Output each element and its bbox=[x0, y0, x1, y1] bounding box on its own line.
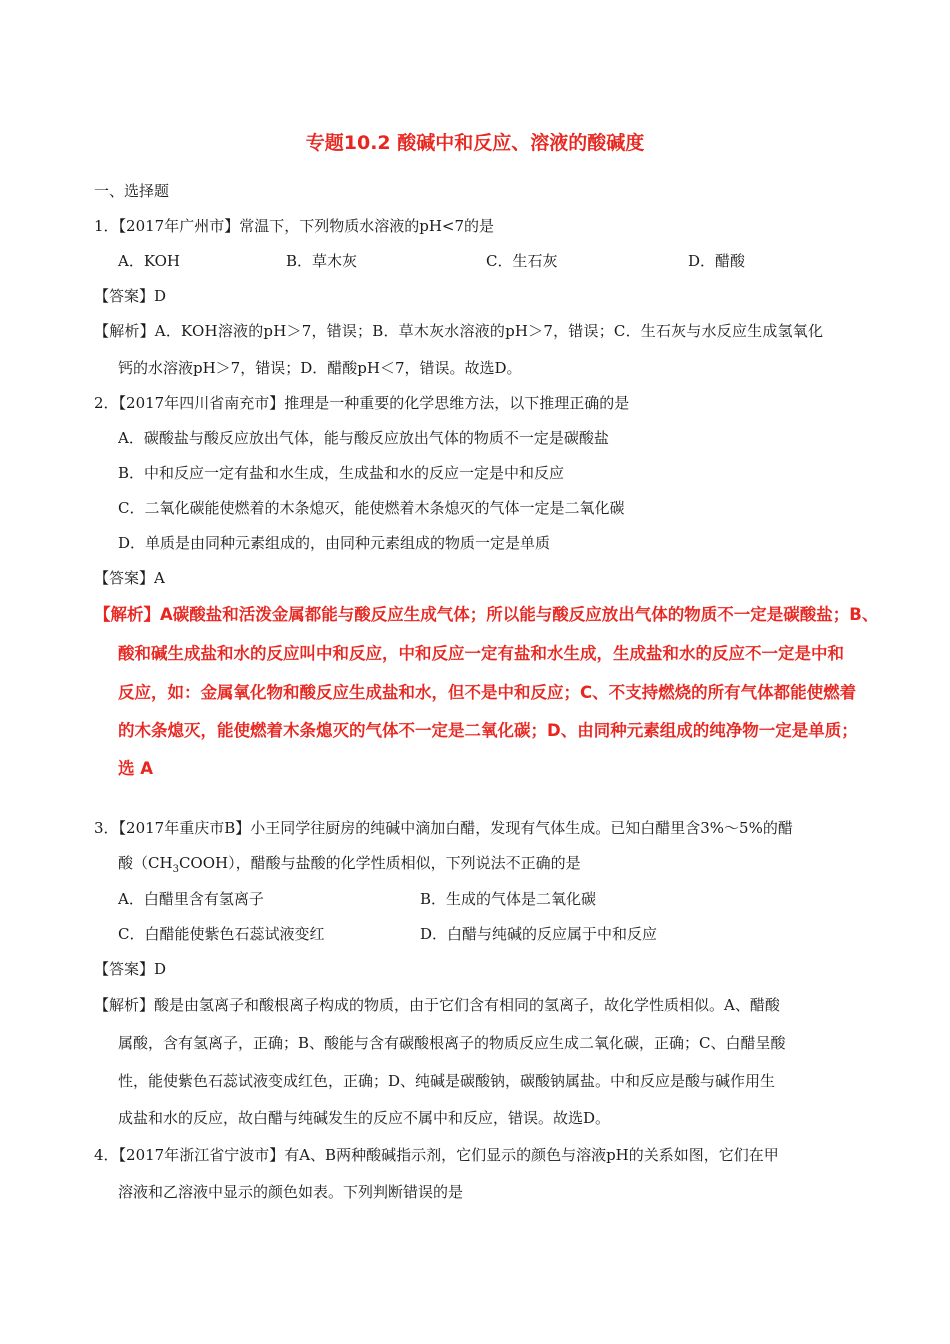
q4-stem: 4．【2017年浙江省宁波市】有A、B两种酸碱指示剂，它们显示的颜色与溶液pH的关系如图，它们在甲 bbox=[94, 1146, 779, 1164]
q2-explanation-line: 选 A bbox=[118, 759, 154, 778]
q3-option-c: C．白醋能使紫色石蕊试液变红 bbox=[118, 925, 325, 943]
q2-option-c: C．二氧化碳能使燃着的木条熄灭，能使燃着木条熄灭的气体一定是二氧化碳 bbox=[118, 499, 625, 517]
q3-stem-text: COOH），醋酸与盐酸的化学性质相似，下列说法不正确的是 bbox=[178, 854, 581, 872]
q1-option-a: A．KOH bbox=[118, 252, 181, 270]
q3-explanation-line: 性，能使紫色石蕊试液变成红色，正确；D、纯碱是碳酸钠，碳酸钠属盐。中和反应是酸与碱作用生 bbox=[118, 1072, 776, 1090]
page-title: 专题10.2 酸碱中和反应、溶液的酸碱度 bbox=[305, 132, 645, 154]
q3-explanation-line: 属酸，含有氢离子，正确；B、酸能与含有碳酸根离子的物质反应生成二氧化碳，正确；C、白醋呈酸 bbox=[118, 1034, 786, 1052]
q3-explanation-line: 成盐和水的反应，故白醋与纯碱发生的反应不属中和反应，错误。故选D。 bbox=[118, 1109, 611, 1127]
section-heading: 一、选择题 bbox=[94, 182, 170, 200]
q3-answer: 【答案】D bbox=[94, 960, 167, 978]
q3-explanation-line: 【解析】酸是由氢离子和酸根离子构成的物质，由于它们含有相同的氢离子，故化学性质相似。A、醋酸 bbox=[94, 996, 780, 1014]
q2-stem: 2．【2017年四川省南充市】推理是一种重要的化学思维方法，以下推理正确的是 bbox=[94, 394, 630, 412]
q3-option-a: A．白醋里含有氢离子 bbox=[118, 890, 264, 908]
q1-explanation-line: 钙的水溶液pH＞7，错误；D．醋酸pH＜7，错误。故选D。 bbox=[118, 359, 522, 377]
q2-option-a: A．碳酸盐与酸反应放出气体，能与酸反应放出气体的物质不一定是碳酸盐 bbox=[118, 429, 609, 447]
q3-stem-text: 酸（CH bbox=[118, 854, 173, 872]
q3-option-d: D．白醋与纯碱的反应属于中和反应 bbox=[420, 925, 658, 943]
q2-option-b: B．中和反应一定有盐和水生成，生成盐和水的反应一定是中和反应 bbox=[118, 464, 565, 482]
q4-stem-continued: 溶液和乙溶液中显示的颜色如表。下列判断错误的是 bbox=[118, 1183, 464, 1201]
q2-option-d: D．单质是由同种元素组成的，由同种元素组成的物质一定是单质 bbox=[118, 534, 551, 552]
q1-option-d: D．醋酸 bbox=[688, 252, 746, 270]
q1-option-b: B．草木灰 bbox=[286, 252, 358, 270]
q1-stem: 1．【2017年广州市】常温下，下列物质水溶液的pH<7的是 bbox=[94, 217, 495, 235]
q1-answer: 【答案】D bbox=[94, 287, 167, 305]
q2-explanation-line: 反应，如：金属氧化物和酸反应生成盐和水，但不是中和反应；C、不支持燃烧的所有气体都能使燃着 bbox=[118, 683, 857, 702]
q3-option-b: B．生成的气体是二氧化碳 bbox=[420, 890, 597, 908]
q2-explanation-line: 的木条熄灭，能使燃着木条熄灭的气体不一定是二氧化碳；D、由同种元素组成的纯净物一定是单质； bbox=[118, 721, 858, 740]
q2-answer: 【答案】A bbox=[94, 569, 165, 587]
q3-subscript: 3 bbox=[172, 864, 179, 875]
q2-explanation-line: 酸和碱生成盐和水的反应叫中和反应，中和反应一定有盐和水生成，生成盐和水的反应不一定是中和 bbox=[118, 644, 844, 663]
q3-stem-continued bbox=[118, 853, 581, 880]
q1-option-c: C．生石灰 bbox=[486, 252, 558, 270]
q1-explanation-line: 【解析】A．KOH溶液的pH＞7，错误；B．草木灰水溶液的pH＞7，错误；C．生石灰与水反应生成氢氧化 bbox=[94, 322, 824, 340]
q2-explanation-line: 【解析】A碳酸盐和活泼金属都能与酸反应生成气体；所以能与酸反应放出气体的物质不一定是碳酸盐；B、 bbox=[94, 605, 879, 624]
q3-stem: 3．【2017年重庆市B】小王同学往厨房的纯碱中滴加白醋，发现有气体生成。已知白醋里含3%～5%的醋 bbox=[94, 819, 793, 837]
